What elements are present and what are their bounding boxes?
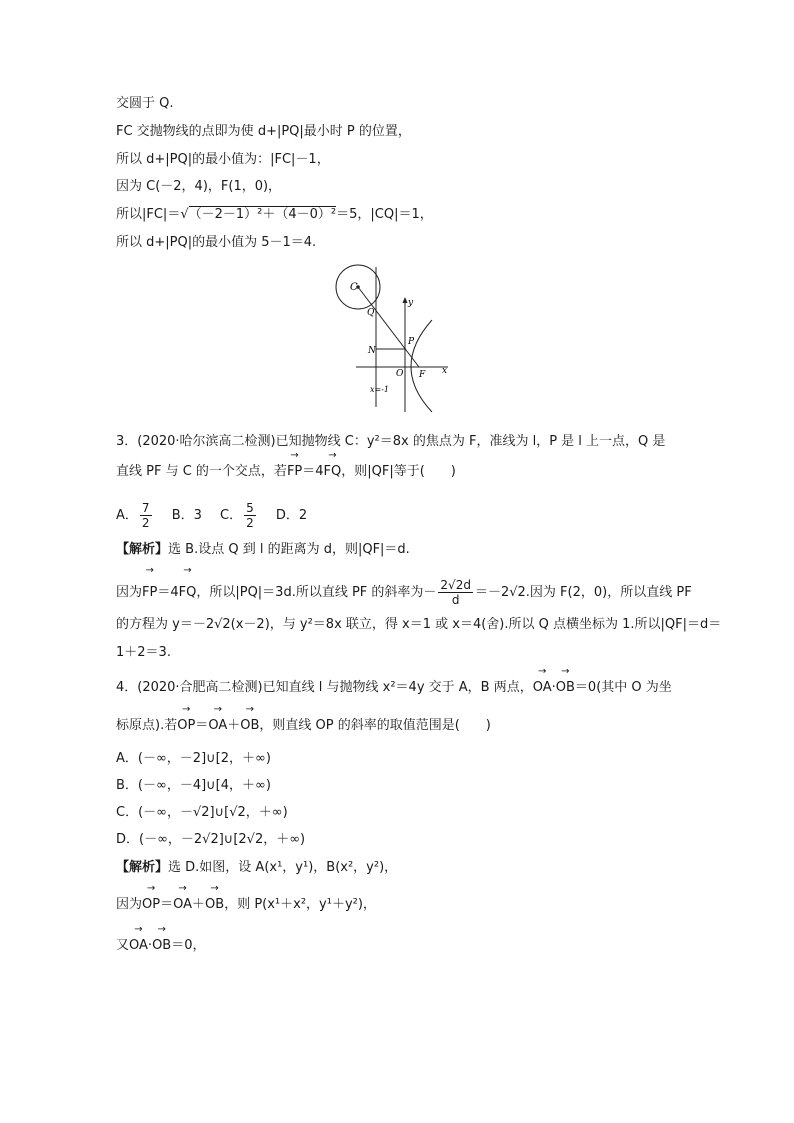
text: ＝－2√2.因为 F(2，0)，所以直线 PF [474,585,692,600]
text: 所以 d+|PQ|的最小值为 5－1＝4. [116,235,317,250]
text: 因为 [116,585,143,600]
label-o: O [396,369,404,379]
text: 因为 C(－2，4)，F(1，0)， [116,179,282,194]
sqrt-content: （－2－1）²＋（4－0）² [188,207,337,222]
option-a[interactable] [116,749,271,769]
vector-fq: → FQ [324,462,342,482]
text: ＝ [160,897,174,912]
text: 直线 PF 与 C 的一个交点，若 [116,464,287,479]
y-axis-arrow [403,297,408,303]
answer-3-line-2 [116,577,692,609]
answer-4-line-1 [116,858,397,878]
text: ，则|QF|等于( ) [341,464,456,479]
option-text: B．(－∞，－4]∪[4，＋∞) [116,778,271,793]
text: ，则 P(x¹＋x²，y¹＋y²)， [224,897,376,912]
text: 选 D.如图，设 A(x¹，y¹)，B(x²，y²)， [168,860,398,875]
fraction-denominator: 2 [141,516,150,530]
label-q: Q [367,308,375,318]
fraction-numerator: 5 [246,501,254,515]
text: 选 B.设点 Q 到 l 的距离为 d，则|QF|＝d. [168,542,410,557]
vector-fp: → FP [142,577,157,609]
label-f: F [419,370,426,380]
option-d[interactable]: D．2 [275,508,308,523]
answer-4-line-2 [116,895,376,915]
label-y: y [408,298,414,308]
option-text: C．(－∞，－√2]∪[√2，＋∞) [116,805,288,820]
answer-3-line-4 [116,643,171,663]
text: ＝4 [157,585,179,600]
vector-oa: → OA [173,895,192,915]
text: ＝0(其中 O 为坐 [574,680,672,695]
text: · [147,938,153,953]
option-b[interactable] [116,776,271,796]
text: 的方程为 y＝－2√2(x－2)，与 y²＝8x 联立，得 x＝1 或 x＝4(舍).所以 Q 点横坐标为 1.所以|QF|＝d＝ [116,617,722,632]
text-line [116,177,281,197]
vector-fq: → FQ [179,577,197,609]
answer-4-line-3 [116,936,206,956]
fraction-denominator: d [451,593,460,607]
question-4-line-1 [116,678,672,698]
text-line [116,122,411,142]
analysis-tag: 【解析】 [116,542,169,557]
text: 标原点).若 [116,718,178,733]
text: ＝4 [302,464,324,479]
text-line [116,94,174,114]
question-3-options [116,500,321,532]
fraction [244,501,256,530]
text: 所以|FC|＝ [116,207,181,222]
question-3-line-2 [116,462,456,482]
option-c[interactable] [220,500,258,532]
vector-ob: → OB [556,678,575,698]
text-line [116,233,316,253]
label-n: N [368,346,376,356]
text: ＋ [192,897,206,912]
vector-ob: → OB [205,895,224,915]
question-3-line-1 [116,432,665,452]
text: 交圆于 Q. [116,96,174,111]
answer-3-line-3 [116,615,721,635]
label-p: P [408,337,415,347]
vector-fp: → FP [287,462,302,482]
option-b[interactable]: B．3 [171,508,202,523]
text: ＝ [195,718,209,733]
text: FC 交抛物线的点即为使 d+|PQ|最小时 P 的位置， [116,124,411,139]
answer-3-line-1 [116,540,410,560]
sqrt-sign: √ [180,207,189,222]
label-c: C [350,282,358,293]
parabola-circle-figure [330,262,470,417]
analysis-tag: 【解析】 [116,860,169,875]
text: ＝5，|CQ|＝1， [336,207,433,222]
text: 3．(2020·哈尔滨高二检测)已知抛物线 C：y²＝8x 的焦点为 F，准线为 l，P 是 l 上一点，Q 是 [116,434,666,449]
vector-op: → OP [177,716,195,736]
label-x: x [442,366,448,376]
vector-op: → OP [142,895,160,915]
text: 4．(2020·合肥高二检测)已知直线 l 与抛物线 x²＝4y 交于 A，B 两点， [116,680,533,695]
option-label: C． [220,508,243,523]
fraction-numerator: 7 [141,501,150,515]
fraction-numerator: 2√2d [440,578,471,592]
vector-oa: → OA [208,716,227,736]
vector-oa: → OA [129,936,148,956]
option-c[interactable] [116,803,288,823]
text: ，则直线 OP 的斜率的取值范围是( ) [259,718,491,733]
option-text: D．(－∞，－2√2]∪[2√2，＋∞) [116,832,306,847]
parabola-curve [411,320,432,412]
label-directrix: x=-1 [370,385,390,394]
text: 1＋2＝3. [116,645,171,660]
text: 又 [116,938,130,953]
text: · [551,680,556,695]
option-a[interactable] [116,500,154,532]
text: 因为 [116,897,143,912]
text: ，所以|PQ|＝3d.所以直线 PF 的斜率为－ [196,585,437,600]
question-4-line-2 [116,716,491,736]
vector-ob: → OB [240,716,259,736]
vector-oa: → OA [533,678,552,698]
text: ＋ [227,718,241,733]
option-label: A． [116,508,138,523]
fraction-denominator: 2 [246,516,254,530]
text: 所以 d+|PQ|的最小值为：|FC|－1， [116,152,330,167]
fraction [438,578,473,607]
formula-line [116,205,433,225]
fraction [140,501,152,530]
option-d[interactable] [116,830,305,850]
vector-ob: → OB [152,936,171,956]
text: ＝0， [171,938,206,953]
option-text: A．(－∞，－2]∪[2，＋∞) [116,751,271,766]
text-line [116,150,330,170]
